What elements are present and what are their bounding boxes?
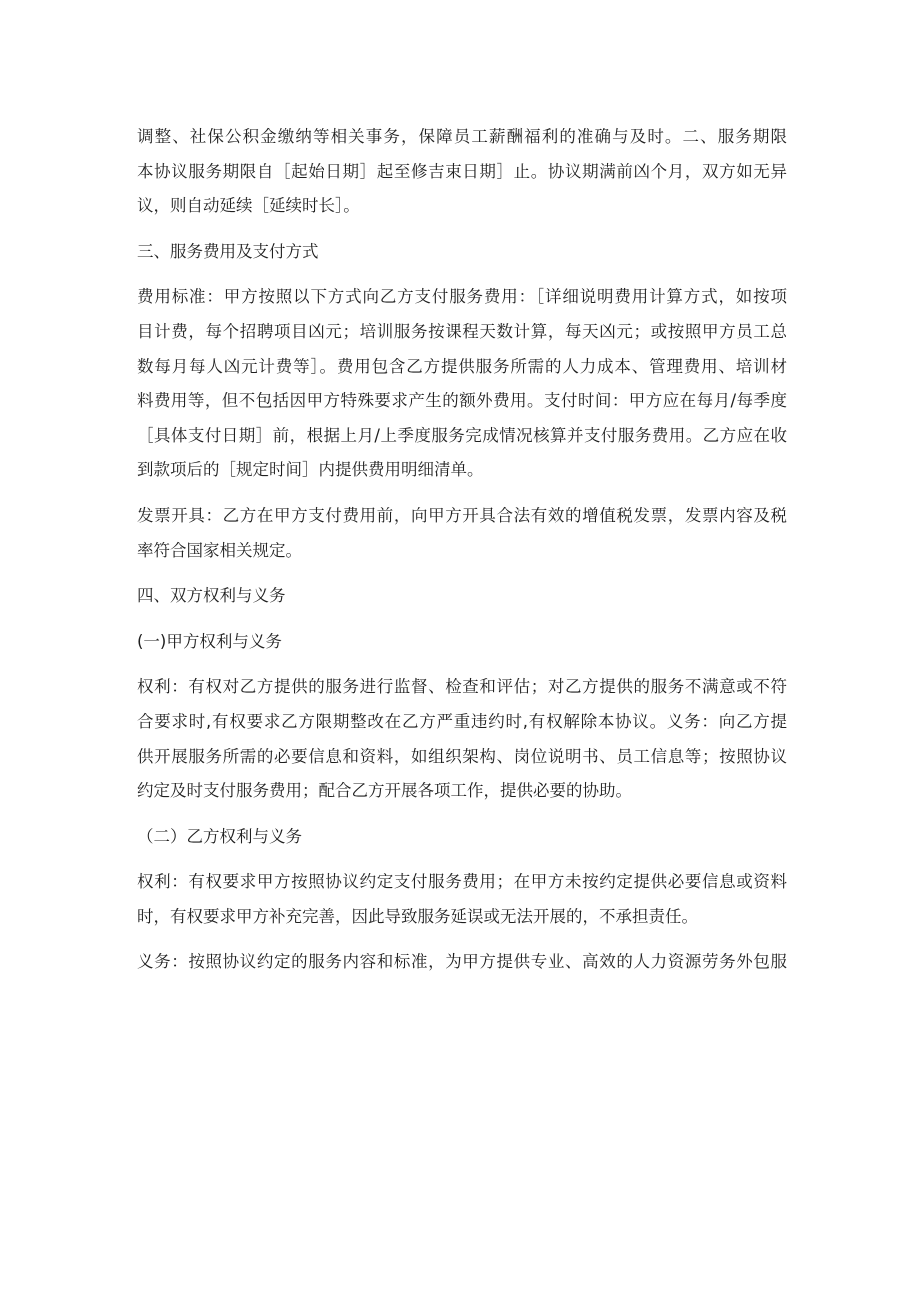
subsection-heading-party-a [137, 625, 787, 660]
text-line: 义务：按照协议约定的服务内容和标准，为甲方提供专业、高效的人力资源劳务外包服 [137, 952, 787, 972]
paragraph-service-term [137, 120, 787, 224]
document-body [137, 120, 787, 991]
heading-text: （二）乙方权利与义务 [137, 826, 302, 846]
text-line: 到款项后的［规定时间］内提供费用明细清单。 [137, 460, 484, 480]
paragraph-party-b-obligations [137, 945, 787, 980]
text-line: 料费用等，但不包括因甲方特殊要求产生的额外费用。支付时间：甲方应在每月/每季度 [137, 391, 787, 411]
heading-text: 三、服务费用及支付方式 [137, 241, 319, 261]
section-heading-rights [137, 579, 787, 614]
text-line: 数每月每人凶元计费等］。费用包含乙方提供服务所需的人力成本、管理费用、培训材 [137, 356, 787, 376]
text-line: 供开展服务所需的必要信息和资料，如组织架构、岗位说明书、员工信息等；按照协议 [137, 746, 787, 766]
paragraph-fee-standard [137, 280, 787, 488]
paragraph-invoice [137, 499, 787, 568]
text-line: 费用标准：甲方按照以下方式向乙方支付服务费用：［详细说明费用计算方式，如按项 [137, 287, 787, 307]
text-line: 目计费，每个招聘项目凶元；培训服务按课程天数计算，每天凶元；或按照甲方员工总 [137, 321, 787, 341]
text-line: 议，则自动延续［延续时长］。 [137, 196, 360, 216]
paragraph-party-a-rights [137, 670, 787, 808]
paragraph-party-b-rights [137, 865, 787, 934]
section-heading-fees [137, 235, 787, 270]
heading-text: (一)甲方权利与义务 [137, 631, 282, 651]
subsection-heading-party-b [137, 820, 787, 855]
text-line: 约定及时支付服务费用；配合乙方开展各项工作，提供必要的协助。 [137, 781, 632, 801]
text-line: 率符合国家相关规定。 [137, 540, 302, 560]
text-line: 权利：有权对乙方提供的服务进行监督、检查和评估；对乙方提供的服务不满意或不符 [137, 677, 787, 697]
text-line: ［具体支付日期］前，根据上月/上季度服务完成情况核算并支付服务费用。乙方应在收 [137, 425, 787, 445]
text-line: 发票开具：乙方在甲方支付费用前，向甲方开具合法有效的增值税发票，发票内容及税 [137, 505, 787, 525]
text-line: 合要求时,有权要求乙方限期整改在乙方严重违约时,有权解除本协议。义务：向乙方提 [137, 711, 787, 731]
text-line: 本协议服务期限自［起始日期］起至修吉束日期］止。协议期满前凶个月，双方如无异 [137, 161, 787, 181]
text-line: 时，有权要求甲方补充完善，因此导致服务延误或无法开展的，不承担责任。 [137, 906, 698, 926]
text-line: 调整、社保公积金缴纳等相关事务，保障员工薪酬福利的准确与及时。二、服务期限 [137, 127, 787, 146]
heading-text: 四、双方权利与义务 [137, 586, 286, 606]
text-line: 权利：有权要求甲方按照协议约定支付服务费用；在甲方未按约定提供必要信息或资料 [137, 872, 787, 892]
